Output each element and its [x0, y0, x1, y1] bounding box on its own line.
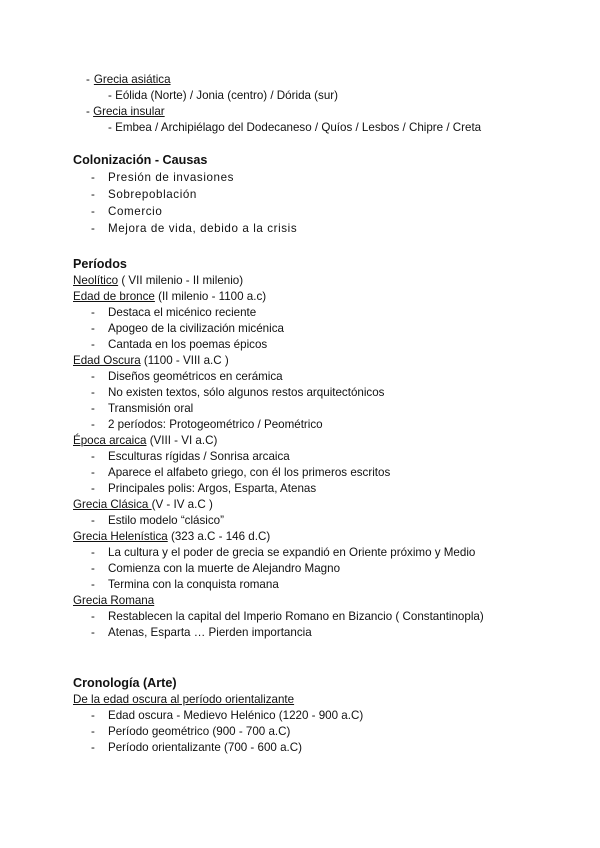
period-oscura: Edad Oscura (1100 - VIII a.C ) — [73, 354, 229, 367]
dash-marker: - — [91, 205, 95, 218]
dash-marker: - — [91, 222, 95, 235]
heading-cronologia: Cronología (Arte) — [73, 676, 177, 690]
dash-marker: - — [86, 105, 90, 118]
geo-insular-sub: - Embea / Archipiélago del Dodecaneso / Quíos / Lesbos / Chipre / Creta — [108, 121, 482, 134]
period-bronce: Edad de bronce (II milenio - 1100 a.c) — [73, 290, 267, 303]
period-helenistica: Grecia Helenística (323 a.C - 146 d.C) — [73, 530, 271, 543]
heading-colonizacion: Colonización - Causas — [73, 153, 208, 167]
heading-periodos: Períodos — [73, 257, 127, 271]
period-clasica: Grecia Clásica (V - IV a.C ) — [73, 498, 213, 511]
cronologia-subtitle: De la edad oscura al período orientalizante — [73, 693, 295, 706]
period-neolitico: Neolítico ( VII milenio - II milenio) — [73, 274, 244, 287]
dash-marker: - — [91, 171, 95, 184]
dash-marker: - — [86, 73, 90, 86]
geo-asia-sub: - Eólida (Norte) / Jonia (centro) / Dórida (sur) — [108, 89, 339, 102]
heading-grecia-asiatica: Grecia asiática — [93, 73, 171, 86]
geo-asia-row — [86, 72, 171, 88]
period-arcaica: Época arcaica (VIII - VI a.C) — [73, 434, 218, 447]
dash-marker: - — [91, 188, 95, 201]
document-page: - Grecia asiática - Eólida (Norte) / Jonia (centro) / Dórida (sur) - Grecia insular - Embea / Archipiélago del Dodecaneso / Quíos / Lesbos / Chipre / Creta Colonización - Causas - Presión de invasiones - Sobrepoblación - Comercio - Mejora de vida, debido a la crisis Períodos Neolítico ( VII milenio - II milenio) Edad de bronce (II milenio - 1100 a.c) - Destaca el micénico reciente - Apogeo de la civilización micénica - Cantada en los poemas épicos Edad Oscura (1100 - VIII a.C ) - Diseños geométricos en cerámica - No existen textos, sólo algunos restos arquitectónicos - Transmisión oral - 2 períodos: Protogeométrico / Peométrico Época arcaica (VIII - VI a.C) - Esculturas rígidas / Sonrisa arcaica - Aparece el alfabeto griego, con él los primeros escritos - Principales polis: Argos, Esparta, Atenas Grecia Clásica (V - IV a.C ) - Estilo modelo “clásico” Grecia Helenística (323 a.C - 146 d.C) - La cultura y el poder de grecia se expandió en Oriente próximo y Medio - Comienza con la muerte de Alejandro Magno - Termina con la conquista romana Grecia Romana - Restablecen la capital del Imperio Romano en Bizancio ( Constantinopla) - Atenas, Esparta … Pierden importancia Cronología (Arte) De la edad oscura al período orientalizante - Edad oscura - Medievo Helénico (1220 - 900 a.C) - Período geométrico (900 - 700 a.C) - Período orientalizante (700 - 600 a.C) — [73, 73, 484, 754]
period-romana: Grecia Romana — [73, 594, 155, 607]
heading-grecia-insular: Grecia insular — [93, 105, 165, 118]
geo-insular-row — [86, 104, 165, 120]
